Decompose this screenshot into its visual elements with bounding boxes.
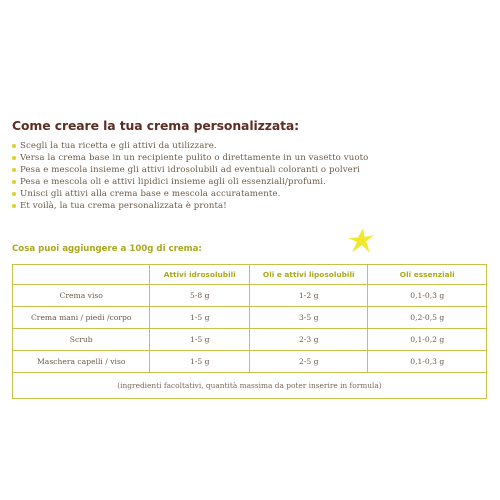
step-item [12,188,482,200]
table-cell: 3-5 g [249,307,368,329]
table-header-cell: Oli essenziali [368,265,487,285]
bullet-dot [12,192,16,196]
table-cell: 1-5 g [150,329,250,351]
table-row [13,285,487,307]
step-item [12,200,482,212]
step-item [12,152,482,164]
table-cell: Crema mani / piedi /corpo [13,307,150,329]
bullet-dot [12,144,16,148]
page-title: Come creare la tua crema personalizzata: [12,118,300,133]
table-cell: 1-5 g [150,307,250,329]
step-item [12,176,482,188]
bullet-dot [12,156,16,160]
table-row [13,329,487,351]
table-footer-row [13,373,487,399]
table-cell: 2-3 g [249,329,368,351]
dosage-table [12,264,487,399]
bullet-dot [12,204,16,208]
sparkle-icon [346,226,376,256]
step-item [12,164,482,176]
table-cell: 5-8 g [150,285,250,307]
steps-list [12,140,482,212]
table-header-cell: Oli e attivi liposolubili [249,265,368,285]
step-text: Et voilà, la tua crema personalizzata è pronta! [20,201,227,211]
table-header-cell: Attivi idrosolubili [150,265,250,285]
step-text: Unisci gli attivi alla crema base e mescola accuratamente. [20,189,281,199]
table-cell: 0,1-0,3 g [368,285,487,307]
table-cell: 0,1-0,3 g [368,351,487,373]
step-text: Pesa e mescola insieme gli attivi idrosolubili ad eventuali coloranti o polveri [20,165,360,175]
step-text: Pesa e mescola oli e attivi lipidici insieme agli oli essenziali/profumi. [20,177,326,187]
step-text: Versa la crema base in un recipiente pulito o direttamente in un vasetto vuoto [20,153,369,163]
section-subtitle: Cosa puoi aggiungere a 100g di crema: [12,244,202,254]
table-cell: Scrub [13,329,150,351]
table-row [13,351,487,373]
bullet-dot [12,168,16,172]
step-text: Scegli la tua ricetta e gli attivi da utilizzare. [20,141,217,151]
table-cell: 2-5 g [249,351,368,373]
table-cell: Crema viso [13,285,150,307]
table-header-cell [13,265,150,285]
table-cell: Maschera capelli / viso [13,351,150,373]
table-row [13,307,487,329]
bullet-dot [12,180,16,184]
table-cell: 1-2 g [249,285,368,307]
table-cell: 0,1-0,2 g [368,329,487,351]
table-cell: 1-5 g [150,351,250,373]
step-item [12,140,482,152]
table-cell: 0,2-0,5 g [368,307,487,329]
table-header-row [13,265,487,285]
table-footnote: (ingredienti facoltativi, quantità massima da poter inserire in formula) [13,373,487,399]
